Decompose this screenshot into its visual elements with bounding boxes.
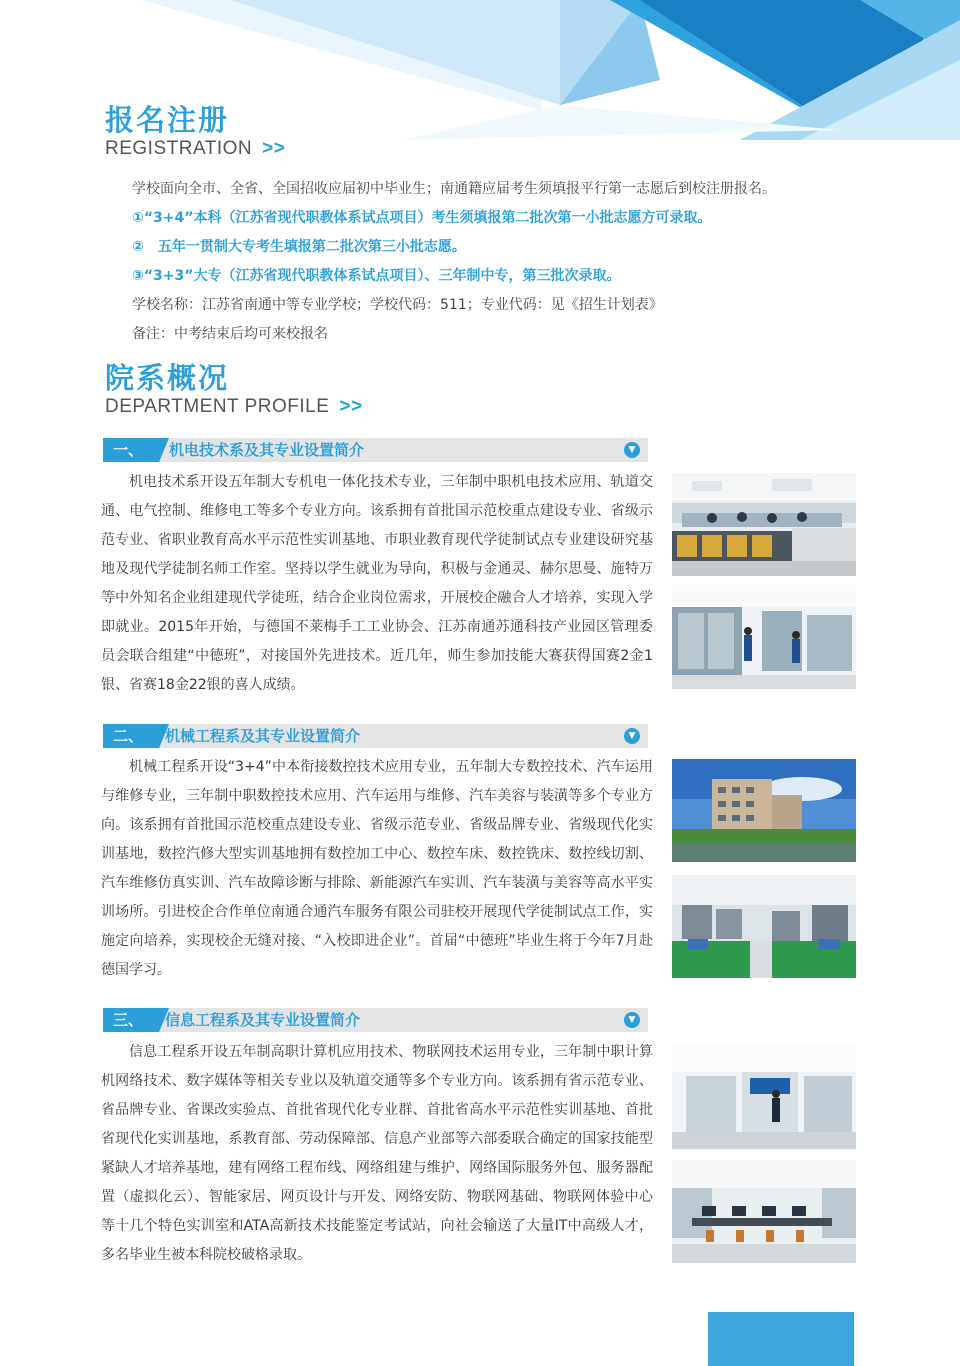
department-2-header[interactable] — [103, 724, 648, 748]
registration-line-5: 学校名称：江苏省南通中等专业学校；学校代码：511；专业代码：见《招生计划表》 — [132, 297, 663, 313]
department-2-text: 机械工程系开设“3+4”中本衔接数控技术应用专业，五年制大专数控技术、汽车运用与维修专业，三年制中职数控技术应用、汽车运用与维修、汽车美容与装潢等多个专业方向。该系拥有首批国示范校重点建设专业、省级示范专业、省级品牌专业、省级现代化实训基地，数控汽修大型实训基地拥有数控加工中心、数控车床、数控铣床、数控线切割、汽车维修仿真实训、汽车故障诊断与排除、新能源汽车实训、汽车装潢与美容等高水平实训场所。引进校企合作单位南通合通汽车服务有限公司驻校开展现代学徒制试点工作，实施定向培养，实现校企无缝对接、“入校即进企业”。首届“中德班”毕业生将于今年7月赴德国学习。 — [101, 759, 653, 978]
department-3-text: 信息工程系开设五年制高职计算机应用技术、物联网技术运用专业，三年制中职计算机网络技术、数字媒体等相关专业以及轨道交通等多个专业方向。该系拥有省示范专业、省品牌专业、省课改实验点、首批省现代化专业群、首批省高水平示范性实训基地、首批省现代化实训基地，系教育部、劳动保障部、信息产业部等六部委联合确定的国家技能型紧缺人才培养基地，建有网络工程布线、网络组建与维护、网络国际服务外包、服务器配置（虚拟化云）、智能家居、网页设计与开发、网络安防、物联网基础、物联网体验中心等十几个特色实训室和ATA高新技术技能鉴定考试站，向社会输送了大量IT中高级人才，多名毕业生被本科院校破格录取。 — [101, 1044, 653, 1263]
registration-title: 报名注册 — [105, 103, 230, 137]
department-3-header[interactable] — [103, 1008, 648, 1032]
network-lab-photo — [672, 1046, 856, 1149]
department-2-title: 机械工程系及其专业设置简介 — [165, 727, 361, 745]
chevron-down-icon[interactable]: ▼ — [624, 442, 640, 458]
department-1-header[interactable] — [103, 438, 648, 462]
profile-subtitle-text: DEPARTMENT PROFILE — [105, 396, 330, 417]
department-1-number: 一、 — [113, 441, 144, 459]
chevron-down-icon[interactable]: ▼ — [624, 728, 640, 744]
profile-arrow: >> — [339, 396, 363, 417]
registration-subtitle — [105, 138, 285, 160]
profile-subtitle — [105, 396, 363, 418]
profile-title: 院系概况 — [105, 361, 230, 395]
department-3-number: 三、 — [113, 1011, 144, 1029]
registration-line-4: ③“3+3”大专（江苏省现代职教体系试点项目）、三年制中专，第三批次录取。 — [132, 268, 621, 284]
cnc-workshop-photo — [672, 875, 856, 978]
page-corner-block — [708, 1312, 854, 1366]
building-exterior-photo — [672, 759, 856, 862]
computer-lab-photo — [672, 1160, 856, 1263]
electrical-training-lab-photo — [672, 473, 856, 576]
registration-line-1: 学校面向全市、全省、全国招收应届初中毕业生；南通籍应届考生须填报平行第一志愿后到校注册报名。 — [132, 181, 776, 197]
registration-line-3: ② 五年一贯制大专考生填报第二批次第三小批志愿。 — [132, 239, 466, 255]
control-cabinet-lab-photo — [672, 585, 856, 689]
department-1-title: 机电技术系及其专业设置简介 — [169, 441, 365, 459]
department-2-number: 二、 — [113, 727, 144, 745]
registration-line-6: 备注：中考结束后均可来校报名 — [132, 326, 328, 342]
registration-arrow: >> — [262, 138, 286, 159]
registration-line-2: ①“3+4”本科（江苏省现代职教体系试点项目）考生须填报第二批次第一小批志愿方可录取。 — [132, 210, 712, 226]
department-1-text: 机电技术系开设五年制大专机电一体化技术专业，三年制中职机电技术应用、轨道交通、电气控制、维修电工等多个专业方向。该系拥有首批国示范校重点建设专业、省级示范专业、省职业教育高水平示范性实训基地、市职业教育现代学徒制试点专业建设研究基地及现代学徒制名师工作室。坚持以学生就业为导向，积极与金通灵、赫尔思曼、施特万等中外知名企业组建现代学徒班，结合企业岗位需求，开展校企融合人才培养，实现入学即就业。2015年开始，与德国不莱梅手工工业协会、江苏南通苏通科技产业园区管理委员会联合组建“中德班”，对接国外先进技术。近几年，师生参加技能大赛获得国赛2金1银、省赛18金22银的喜人成绩。 — [101, 474, 653, 693]
registration-subtitle-text: REGISTRATION — [105, 138, 253, 159]
department-3-title: 信息工程系及其专业设置简介 — [165, 1011, 361, 1029]
chevron-down-icon[interactable]: ▼ — [624, 1012, 640, 1028]
